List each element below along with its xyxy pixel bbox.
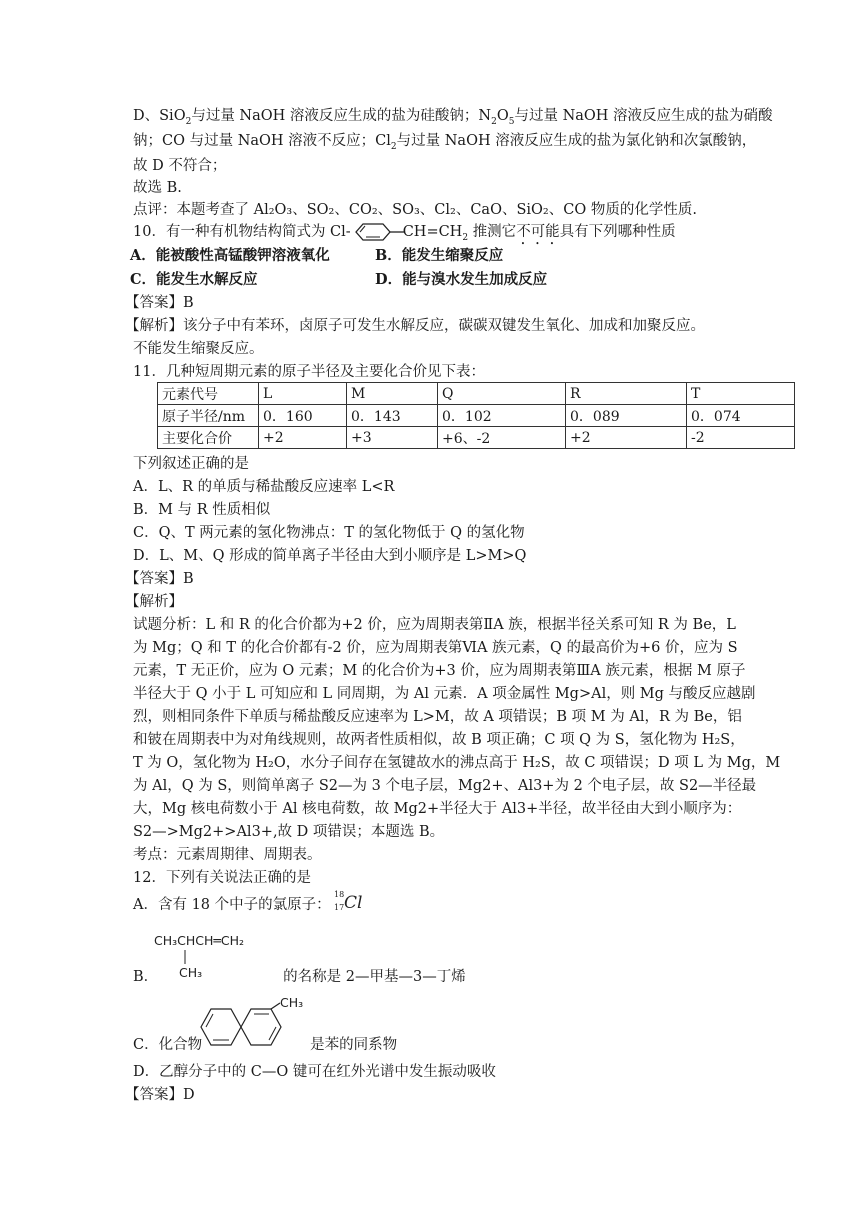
q12-option-d: D．乙醇分子中的 C—O 键可在红外光谱中发生振动吸收 [133, 1064, 496, 1080]
table-cell: M [347, 383, 438, 405]
q11-analysis-line: 大，Mg 核电荷数小于 Al 核电荷数，故 Mg2+半径大于 Al3+半径，故半径由大到小顺序为： [133, 801, 742, 817]
q12-answer: 【答案】D [125, 1087, 195, 1103]
structure-main-chain: CH₃CHCH═CH₂ [154, 933, 245, 948]
q11-stem: 11．几种短周期元素的原子半径及主要化合价见下表： [133, 364, 485, 380]
q11-analysis-line: 为 Al，Q 为 S，则简单离子 S2—为 3 个电子层，Mg2+、Al3+为 2 个电子层，故 S2—半径最 [133, 778, 757, 794]
table-cell: 0．089 [566, 405, 687, 427]
element-table [157, 382, 795, 449]
q10-option-c: C．能发生水解反应 [130, 271, 258, 288]
q12-option-a: A．含有 18 个中子的氯原子： [133, 897, 331, 913]
q11-analysis-line: T 为 O，氢化物为 H₂O，水分子间存在氢键故水的沸点高于 H₂S，故 C 项错误；D 项 L 为 Mg，M [133, 755, 781, 771]
q10-analysis-2: 不能发生缩聚反应。 [133, 341, 264, 357]
q11-option-b: B．M 与 R 性质相似 [133, 502, 271, 518]
q11-analysis-line: 半径大于 Q 小于 L 可知应和 L 同周期，为 Al 元素．A 项金属性 Mg>Al，则 Mg 与酸反应越剧 [133, 686, 756, 702]
q11-option-c: C．Q、T 两元素的氢化物沸点：T 的氢化物低于 Q 的氢化物 [133, 525, 525, 541]
q10-stem: 10．有一种有机物结构简式为 Cl- $CH=CH_2$ 推测它不可能具有下列哪种性质 [133, 224, 676, 243]
table-cell: +3 [347, 427, 438, 449]
table-cell: 0．160 [259, 405, 347, 427]
q11-question: 下列叙述正确的是 [133, 456, 249, 472]
table-cell: 0．074 [687, 405, 795, 427]
table-cell: +2 [259, 427, 347, 449]
table-cell: 0．143 [347, 405, 438, 427]
q11-analysis-line: 元素，T 无正价，应为 O 元素；M 的化合价为+3 价，应为周期表第ⅢA 族元素，根据 M 原子 [133, 663, 746, 679]
table-cell: 主要化合价 [158, 427, 259, 449]
q10-option-d: D．能与溴水发生加成反应 [375, 271, 548, 288]
structure-branch: CH₃ [179, 965, 203, 980]
q11-answer: 【答案】B [125, 571, 194, 587]
table-cell: -2 [687, 427, 795, 449]
chlorine-nuclide-symbol [334, 888, 366, 916]
table-cell: 元素代号 [158, 383, 259, 405]
q12-stem: 12．下列有关说法正确的是 [133, 870, 311, 886]
d-option-line-2: 钠；CO 与过量 NaOH 溶液不反应；$Cl_2$与过量 NaOH 溶液反应生成的盐为氯化钠和次氯酸钠， [133, 133, 757, 152]
q11-analysis-line: 烈，则相同条件下单质与稀盐酸反应速率为 L>M，故 A 项错误；B 项 M 为 Al，R 为 Be，铝 [133, 709, 742, 725]
methyl-group: CH₃ [280, 995, 304, 1010]
q12-option-c: C．化合物 是苯的同系物 [133, 1037, 398, 1053]
q10-answer: 【答案】B [125, 295, 194, 311]
table-row [158, 405, 795, 427]
q11-analysis-line: 试题分析：L 和 R 的化合价都为+2 价，应为周期表第ⅡA 族，根据半径关系可知 R 为 Be，L [133, 617, 736, 633]
mass-number: 18 [334, 890, 345, 899]
q12-option-b: B． 的名称是 2—甲基—3—丁烯 [133, 969, 466, 985]
q11-analysis-line: 为 Mg；Q 和 T 的化合价都有-2 价，应为周期表第ⅥA 族元素，Q 的最高价为+6 价，应为 S [133, 640, 738, 656]
element-symbol: Cl [344, 893, 363, 913]
q10-option-a: A．能被酸性高锰酸钾溶液氧化 [130, 247, 330, 264]
q11-kaodian: 考点：元素周期律、周期表。 [133, 847, 322, 863]
table-cell: +2 [566, 427, 687, 449]
comment-line: 点评：本题考查了 Al₂O₃、SO₂、CO₂、SO₃、Cl₂、CaO、SiO₂、CO 物质的化学性质. [133, 202, 697, 218]
table-cell: Q [438, 383, 566, 405]
q11-analysis-line: 和铍在周期表中为对角线规则，故两者性质相似，故 B 项正确；C 项 Q 为 S，氢化物为 H₂S， [133, 732, 745, 748]
table-cell: R [566, 383, 687, 405]
choose-b: 故选 B. [133, 180, 182, 196]
table-cell: 原子半径/nm [158, 405, 259, 427]
benzene-ring-icon [350, 222, 410, 242]
q10-analysis-1: 【解析】该分子中有苯环，卤原子可发生水解反应，碳碳双键发生氧化、加成和加聚反应。 [125, 318, 705, 334]
atomic-number: 17 [334, 903, 345, 912]
table-cell: T [687, 383, 795, 405]
d-option-line-1: D、SiO$_2$与过量 NaOH 溶液反应生成的盐为硅酸钠；$N_2O_5$与过量 NaOH 溶液反应生成的盐为硝酸 [133, 108, 773, 127]
q11-option-a: A．L、R 的单质与稀盐酸反应速率 L<R [133, 479, 395, 495]
table-cell: +6、-2 [438, 427, 566, 449]
table-cell: 0．102 [438, 405, 566, 427]
q11-analysis-head: 【解析】 [125, 594, 183, 610]
q11-option-d: D．L、M、Q 形成的简单离子半径由大到小顺序是 L>M>Q [133, 548, 527, 564]
table-row [158, 383, 795, 405]
q10-option-b: B．能发生缩聚反应 [375, 247, 504, 264]
d-option-line-3: 故 D 不符合； [133, 158, 227, 174]
q11-analysis-line: S2—>Mg2+>Al3+,故 D 项错误；本题选 B。 [133, 824, 445, 840]
table-cell: L [259, 383, 347, 405]
table-row [158, 427, 795, 449]
